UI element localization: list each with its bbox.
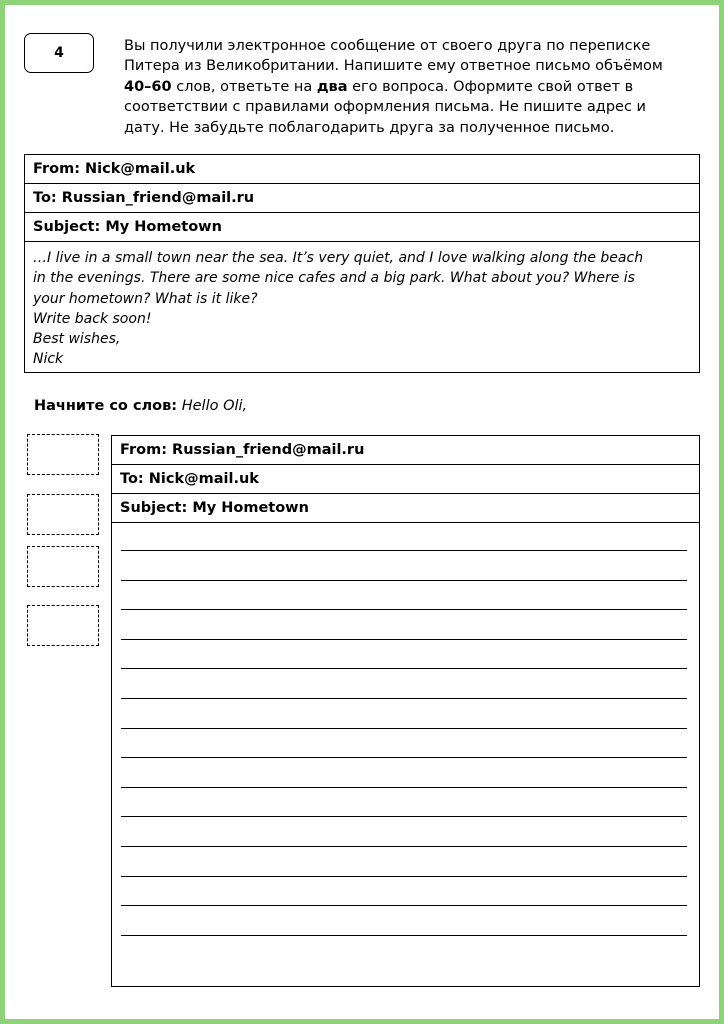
email-subject: Subject: My Hometown bbox=[25, 213, 699, 242]
task-instructions bbox=[124, 36, 684, 138]
start-with-value: Hello Oli, bbox=[181, 398, 248, 414]
answer-line[interactable] bbox=[121, 728, 687, 729]
score-box bbox=[27, 546, 99, 587]
answer-line[interactable] bbox=[121, 550, 687, 551]
answer-line[interactable] bbox=[121, 905, 687, 906]
task-number: 4 bbox=[24, 33, 94, 73]
answer-line[interactable] bbox=[121, 639, 687, 640]
question-count: два bbox=[316, 78, 348, 95]
start-with-label: Начните со слов: bbox=[34, 398, 178, 414]
email-body bbox=[25, 242, 699, 370]
task-line-4: соответствии с правилами оформления письма. Не пишите адрес и bbox=[124, 99, 646, 116]
reply-from: From: Russian_friend@mail.ru bbox=[112, 436, 699, 465]
task-line-3-end: его вопроса. Оформите свой ответ в bbox=[347, 78, 634, 95]
task-line-1: Вы получили электронное сообщение от своего друга по переписке bbox=[124, 38, 651, 54]
score-box bbox=[27, 494, 99, 535]
answer-line[interactable] bbox=[121, 787, 687, 788]
start-with-prompt bbox=[34, 398, 247, 414]
answer-line[interactable] bbox=[121, 609, 687, 610]
reply-email bbox=[111, 435, 700, 987]
reply-subject: Subject: My Hometown bbox=[112, 494, 699, 523]
answer-line[interactable] bbox=[121, 935, 687, 936]
word-count: 40–60 bbox=[124, 78, 172, 95]
task-line-3-mid: слов, ответьте на bbox=[171, 78, 317, 95]
answer-line[interactable] bbox=[121, 668, 687, 669]
answer-line[interactable] bbox=[121, 876, 687, 877]
email-body-line: Nick bbox=[33, 351, 64, 368]
task-line-5: дату. Не забудьте поблагодарить друга за полученное письмо. bbox=[124, 119, 615, 136]
reply-to: To: Nick@mail.uk bbox=[112, 465, 699, 494]
score-box bbox=[27, 434, 99, 475]
answer-line[interactable] bbox=[121, 580, 687, 581]
email-body-line: in the evenings. There are some nice cafes and a big park. What about you? Where is bbox=[33, 270, 635, 287]
task-line-2: Питера из Великобритании. Напишите ему ответное письмо объёмом bbox=[124, 58, 663, 75]
score-box bbox=[27, 605, 99, 646]
email-body-line: Write back soon! bbox=[33, 310, 152, 327]
email-body-line: your hometown? What is it like? bbox=[33, 290, 258, 307]
answer-line[interactable] bbox=[121, 846, 687, 847]
email-from: From: Nick@mail.uk bbox=[25, 155, 699, 184]
answer-line[interactable] bbox=[121, 698, 687, 699]
email-body-line: Best wishes, bbox=[33, 331, 121, 348]
email-body-line: …I live in a small town near the sea. It’s very quiet, and I love walking along the beach bbox=[33, 250, 644, 266]
email-to: To: Russian_friend@mail.ru bbox=[25, 184, 699, 213]
answer-line[interactable] bbox=[121, 757, 687, 758]
received-email bbox=[24, 154, 700, 373]
task-line-3 bbox=[124, 77, 684, 97]
answer-line[interactable] bbox=[121, 816, 687, 817]
